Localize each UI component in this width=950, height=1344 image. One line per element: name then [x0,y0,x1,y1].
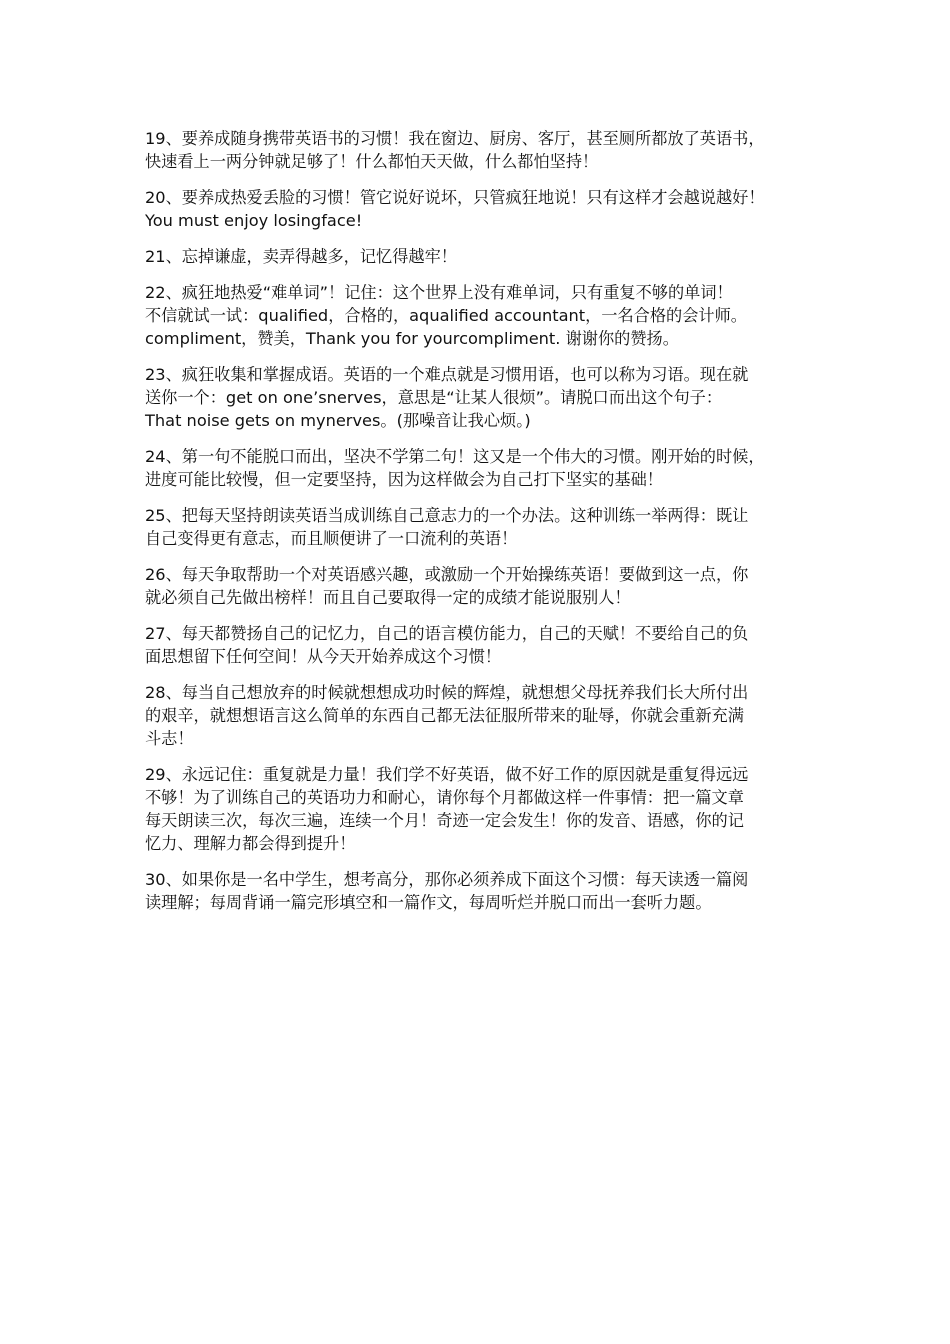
text-line: 不信就试一试：qualified，合格的，aqualified accountant，一名合格的会计师。 [145,306,747,325]
text-line: 22、疯狂地热爱“难单词”！记住：这个世界上没有难单词，只有重复不够的单词！ [145,283,733,302]
text-line: 26、每天争取帮助一个对英语感兴趣，或激励一个开始操练英语！要做到这一点，你 [145,565,749,584]
text-line: That noise gets on mynerves。(那噪音让我心烦。) [145,411,531,430]
text-line: 28、每当自己想放弃的时候就想想成功时候的辉煌，就想想父母抚养我们长大所付出 [145,683,749,702]
text-line: 送你一个：get on one’snerves，意思是“让某人很烦”。请脱口而出这个句子： [145,388,723,407]
text-line: 21、忘掉谦虚，卖弄得越多，记忆得越牢！ [145,247,457,266]
text-line: 的艰辛，就想想语言这么简单的东西自己都无法征服所带来的耻辱，你就会重新充满 [145,706,744,725]
paragraph [145,504,810,550]
text-line: 23、疯狂收集和掌握成语。英语的一个难点就是习惯用语，也可以称为习语。现在就 [145,365,749,384]
text-line: 面思想留下任何空间！从今天开始养成这个习惯！ [145,647,502,666]
text-line: 30、如果你是一名中学生，想考高分，那你必须养成下面这个习惯：每天读透一篇阅 [145,870,749,889]
paragraph [145,245,810,268]
document-body [145,127,810,927]
paragraph [145,363,810,432]
text-line: 每天朗读三次，每次三遍，连续一个月！奇迹一定会发生！你的发音、语感，你的记 [145,811,744,830]
paragraph [145,186,810,232]
paragraph [145,868,810,914]
text-line: 19、要养成随身携带英语书的习惯！我在窗边、厨房、客厅，甚至厕所都放了英语书， [145,129,765,148]
text-line: 不够！为了训练自己的英语功力和耐心，请你每个月都做这样一件事情：把一篇文章 [145,788,744,807]
text-line: 29、永远记住：重复就是力量！我们学不好英语，做不好工作的原因就是重复得远远 [145,765,749,784]
text-line: 就必须自己先做出榜样！而且自己要取得一定的成绩才能说服别人！ [145,588,631,607]
text-line: 25、把每天坚持朗读英语当成训练自己意志力的一个办法。这种训练一举两得：既让 [145,506,749,525]
text-line: 24、第一句不能脱口而出，坚决不学第二句！这又是一个伟大的习惯。刚开始的时候， [145,447,765,466]
text-line: 进度可能比较慢，但一定要坚持，因为这样做会为自己打下坚实的基础！ [145,470,663,489]
text-line: 20、要养成热爱丢脸的习惯！管它说好说坏，只管疯狂地说！只有这样才会越说越好！ [145,188,765,207]
paragraph [145,763,810,855]
paragraph [145,127,810,173]
text-line: 27、每天都赞扬自己的记忆力，自己的语言模仿能力，自己的天赋！不要给自己的负 [145,624,749,643]
text-line: 读理解；每周背诵一篇完形填空和一篇作文，每周听烂并脱口而出一套听力题。 [145,893,712,912]
text-line: 自己变得更有意志，而且顺便讲了一口流利的英语！ [145,529,518,548]
text-line: 忆力、理解力都会得到提升！ [145,834,356,853]
text-line: compliment，赞美，Thank you for yourcompliment. 谢谢你的赞扬。 [145,329,679,348]
text-line: 斗志！ [145,729,194,748]
paragraph [145,445,810,491]
text-line: 快速看上一两分钟就足够了！什么都怕天天做，什么都怕坚持！ [145,152,599,171]
paragraph [145,622,810,668]
paragraph [145,563,810,609]
paragraph [145,681,810,750]
text-line: You must enjoy losingface! [145,211,363,230]
paragraph [145,281,810,350]
